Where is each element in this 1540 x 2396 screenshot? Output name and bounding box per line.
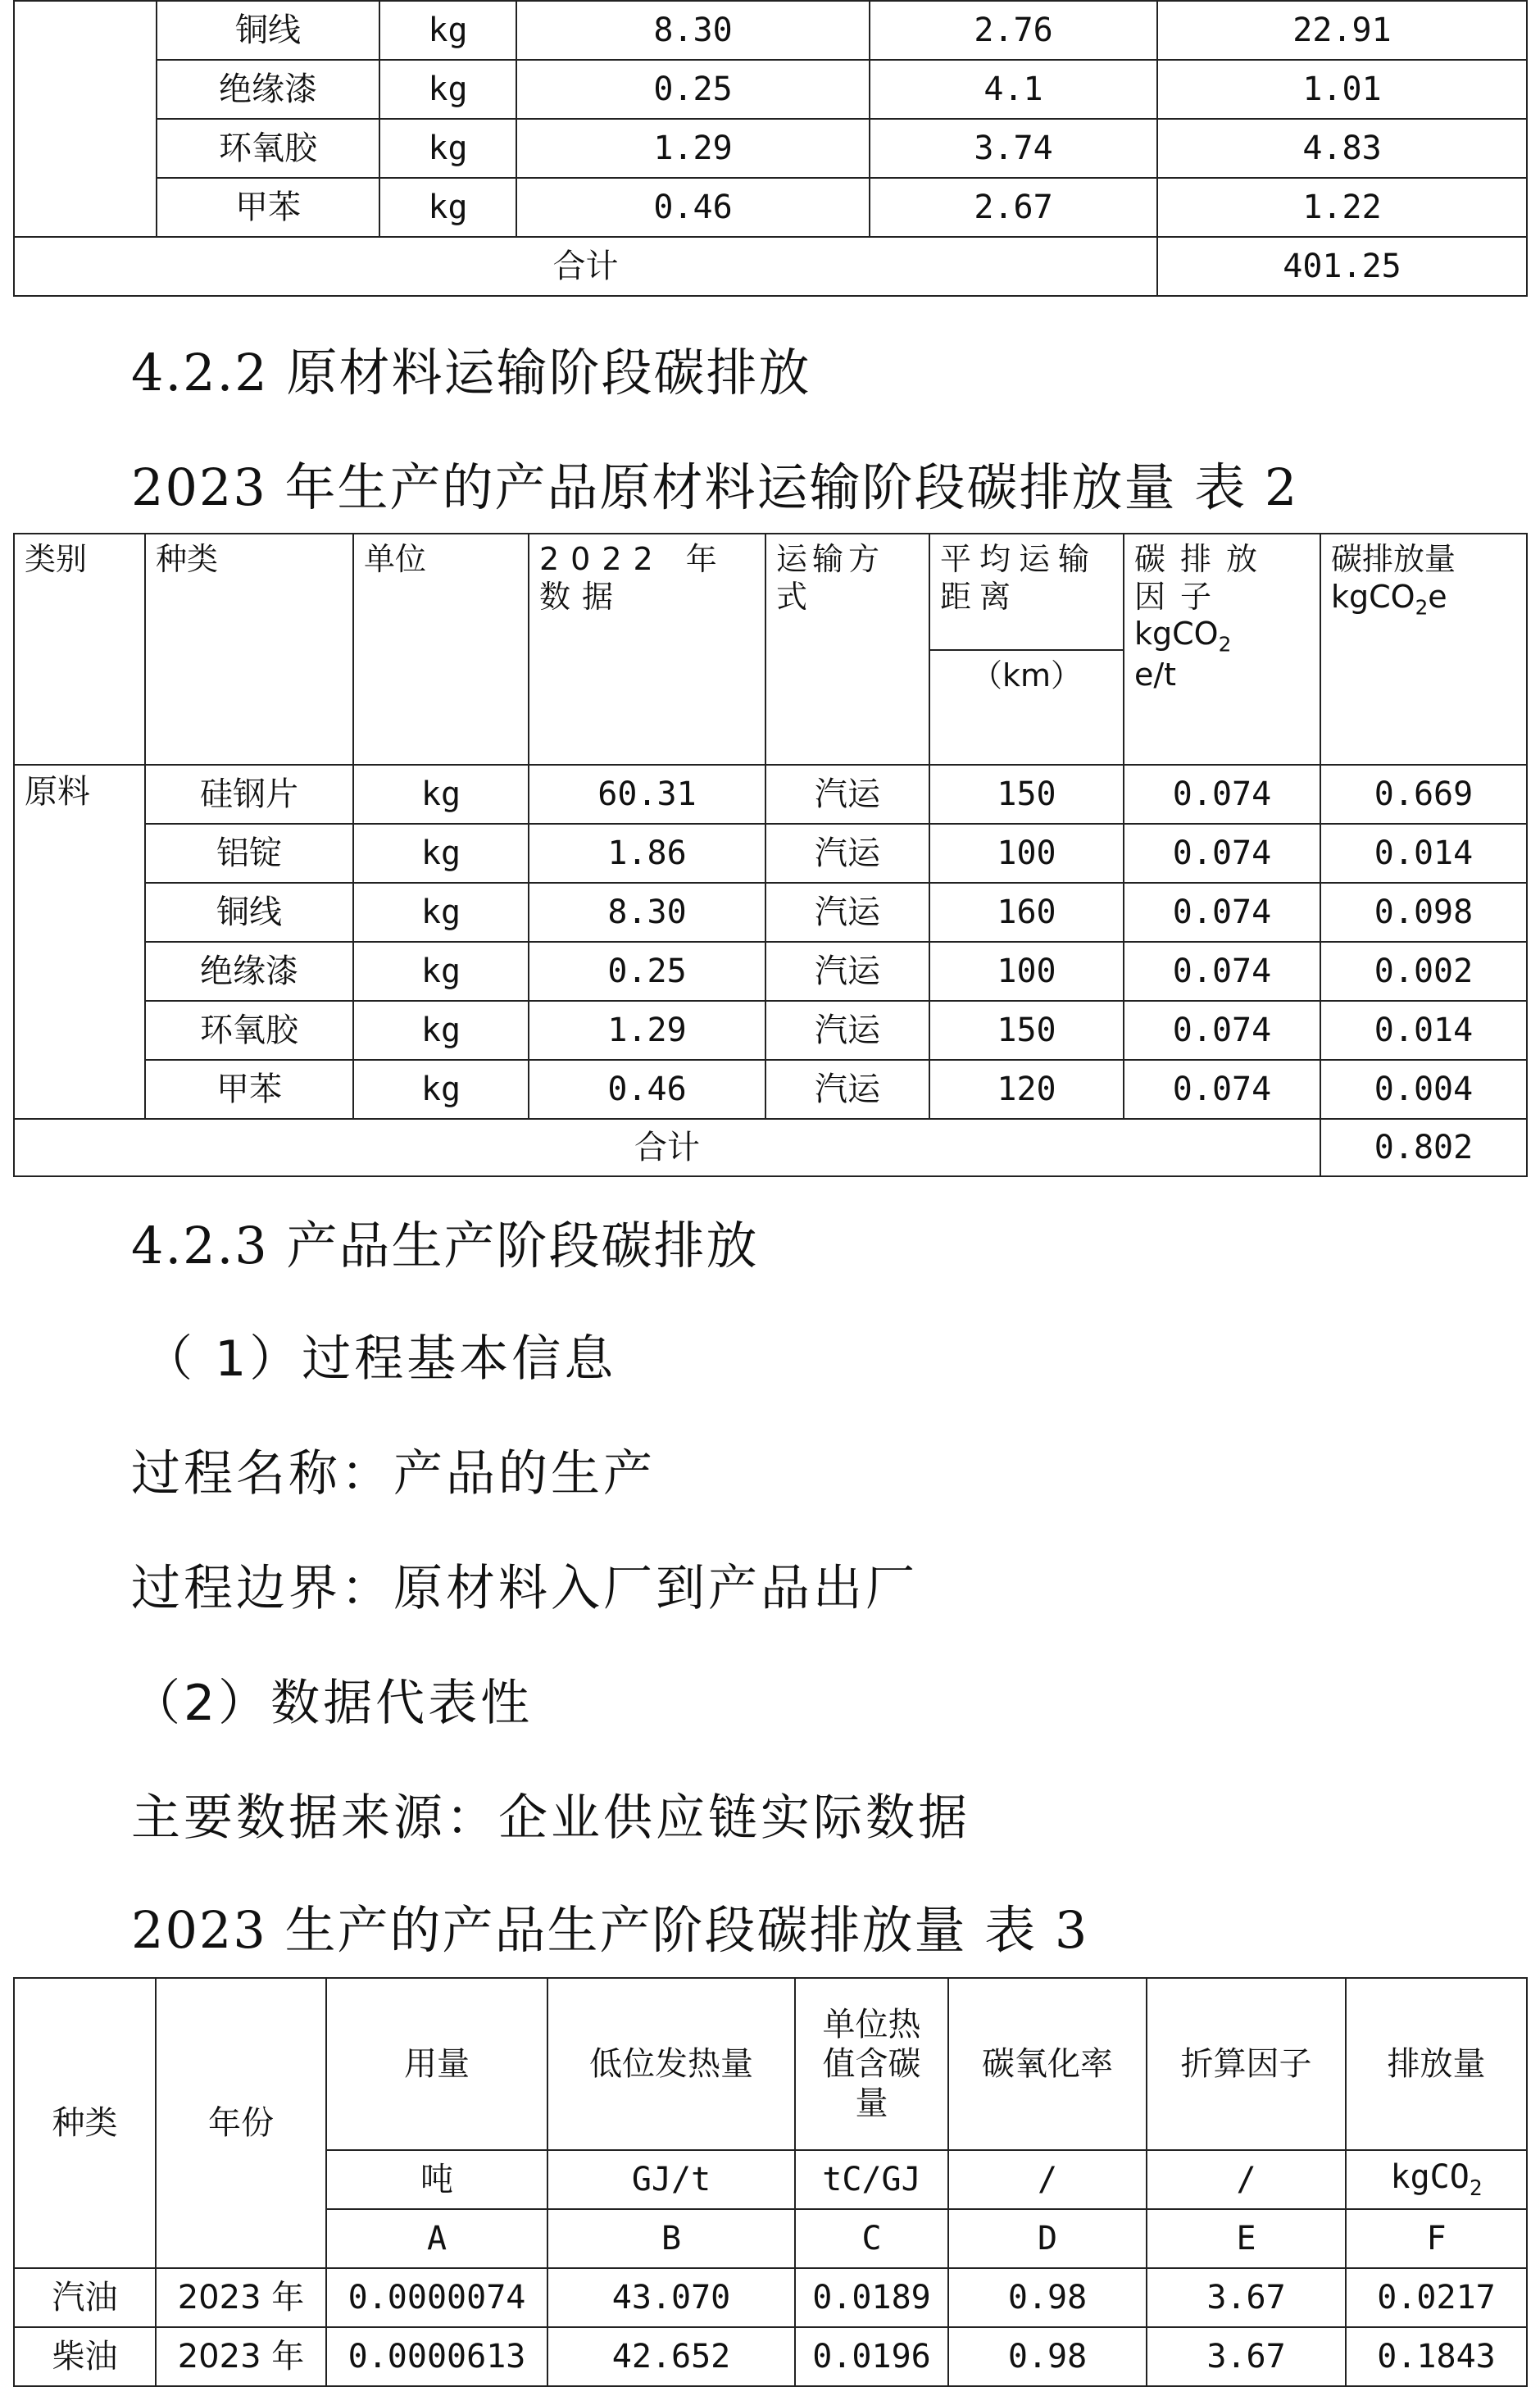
material-name: 绝缘漆 — [145, 942, 353, 1001]
unit-emission: kgCO$_2$ — [1346, 2150, 1527, 2209]
table-row — [14, 1001, 1527, 1060]
paragraph-process-boundary: 过程边界：原材料入厂到产品出厂 — [131, 1560, 918, 1617]
table2-title: 2023 年生产的产品原材料运输阶段碳排放量 表 2 — [131, 457, 1299, 517]
header-emission-label: 碳排放量 — [1331, 541, 1456, 577]
category-cell — [14, 1, 157, 237]
material-name: 铝锭 — [145, 824, 353, 883]
emission-cell: 0.004 — [1320, 1060, 1527, 1119]
amount-cell: 8.30 — [516, 1, 870, 60]
paragraph-process-name: 过程名称：产品的生产 — [131, 1445, 656, 1503]
table-header-row — [14, 534, 1527, 650]
factor-cell: 0.074 — [1124, 824, 1320, 883]
header-distance: 平均运输距离 — [929, 534, 1124, 650]
emission-cell: 0.1843 — [1346, 2327, 1527, 2386]
material-name: 甲苯 — [145, 1060, 353, 1119]
emission-cell: 0.0217 — [1346, 2268, 1527, 2327]
factor-cell: 2.76 — [870, 1, 1157, 60]
paragraph-process-info: （ 1）过程基本信息 — [143, 1330, 617, 1388]
header-emission-unit: kgCO — [1331, 578, 1415, 615]
unit-cell: kg — [379, 1, 516, 60]
unit-cell: kg — [379, 119, 516, 178]
letter-c: C — [795, 2209, 948, 2268]
header-emission: 碳排放量 kgCO$_2$e — [1320, 534, 1527, 765]
header-factor-label: 碳排放因子 — [1134, 541, 1273, 615]
table-row — [14, 1060, 1527, 1119]
amount-cell: 8.30 — [529, 883, 765, 942]
emission-cell: 1.01 — [1157, 60, 1527, 119]
header-factor-unit-suffix: e/t — [1134, 657, 1177, 693]
header-oxidation-rate: 碳氧化率 — [948, 1978, 1147, 2150]
unit-cell: kg — [353, 942, 529, 1001]
amount-cell: 1.86 — [529, 824, 765, 883]
oxidation-cell: 0.98 — [948, 2268, 1147, 2327]
oxidation-cell: 0.98 — [948, 2327, 1147, 2386]
header-type: 种类 — [14, 1978, 156, 2268]
emission-cell: 1.22 — [1157, 178, 1527, 237]
heat-cell: 42.652 — [547, 2327, 795, 2386]
table-row — [14, 765, 1527, 824]
letter-d: D — [948, 2209, 1147, 2268]
table-total-row — [14, 237, 1527, 296]
total-value: 0.802 — [1320, 1119, 1527, 1176]
header-factor — [1124, 534, 1320, 765]
amount-cell: 0.25 — [529, 942, 765, 1001]
unit-cell: kg — [353, 1060, 529, 1119]
factor-cell: 4.1 — [870, 60, 1157, 119]
letter-a: A — [326, 2209, 547, 2268]
unit-cell: kg — [379, 60, 516, 119]
table-header-row — [14, 1978, 1527, 2150]
conversion-cell: 3.67 — [1147, 2268, 1346, 2327]
heat-cell: 43.070 — [547, 2268, 795, 2327]
transport-mode: 汽运 — [765, 1060, 929, 1119]
unit-conversion: / — [1147, 2150, 1346, 2209]
material-name: 绝缘漆 — [157, 60, 379, 119]
unit-heat: GJ/t — [547, 2150, 795, 2209]
emission-cell: 0.002 — [1320, 942, 1527, 1001]
emission-cell: 0.098 — [1320, 883, 1527, 942]
table3-title: 2023 生产的产品生产阶段碳排放量 表 3 — [131, 1900, 1089, 1960]
header-emission: 排放量 — [1346, 1978, 1527, 2150]
fuel-name: 柴油 — [14, 2327, 156, 2386]
total-label: 合计 — [14, 1119, 1320, 1176]
table-row — [14, 824, 1527, 883]
header-unit: 单位 — [353, 534, 529, 765]
header-type: 种类 — [145, 534, 353, 765]
table-row — [14, 178, 1527, 237]
table-row — [14, 1, 1527, 60]
table-production-emissions — [13, 1977, 1528, 2387]
carbon-cell: 0.0189 — [795, 2268, 948, 2327]
year-cell: 2023 年 — [156, 2327, 326, 2386]
letter-b: B — [547, 2209, 795, 2268]
unit-cell: kg — [379, 178, 516, 237]
amount-cell: 1.29 — [516, 119, 870, 178]
header-data: 2022 年数据 — [529, 534, 765, 765]
distance-cell: 150 — [929, 1001, 1124, 1060]
letter-e: E — [1147, 2209, 1346, 2268]
factor-cell: 0.074 — [1124, 1001, 1320, 1060]
header-year: 年份 — [156, 1978, 326, 2268]
header-category: 类别 — [14, 534, 145, 765]
transport-mode: 汽运 — [765, 942, 929, 1001]
header-distance-unit: （km） — [929, 650, 1124, 765]
unit-carbon: tC/GJ — [795, 2150, 948, 2209]
factor-cell: 3.74 — [870, 119, 1157, 178]
emission-cell: 0.014 — [1320, 1001, 1527, 1060]
amount-cell: 60.31 — [529, 765, 765, 824]
unit-emission-text: kgCO — [1390, 2157, 1470, 2196]
transport-mode: 汽运 — [765, 765, 929, 824]
material-name: 甲苯 — [157, 178, 379, 237]
header-factor-unit-main: kgCO — [1134, 616, 1219, 652]
table-row — [14, 2268, 1527, 2327]
unit-cell: kg — [353, 824, 529, 883]
table-total-row — [14, 1119, 1527, 1176]
table-transport-emissions — [13, 533, 1528, 1177]
factor-cell: 0.074 — [1124, 765, 1320, 824]
transport-mode: 汽运 — [765, 824, 929, 883]
total-label: 合计 — [14, 237, 1157, 296]
material-name: 环氧胶 — [157, 119, 379, 178]
factor-cell: 0.074 — [1124, 883, 1320, 942]
unit-usage: 吨 — [326, 2150, 547, 2209]
letter-f: F — [1346, 2209, 1527, 2268]
unit-oxidation: / — [948, 2150, 1147, 2209]
unit-cell: kg — [353, 1001, 529, 1060]
emission-cell: 0.669 — [1320, 765, 1527, 824]
header-emission-unit-suffix: e — [1428, 578, 1447, 615]
header-factor-unit: kgCO$_2$ — [1134, 616, 1232, 657]
paragraph-data-source: 主要数据来源：企业供应链实际数据 — [131, 1789, 970, 1847]
emission-cell: 22.91 — [1157, 1, 1527, 60]
material-name: 铜线 — [145, 883, 353, 942]
year-cell: 2023 年 — [156, 2268, 326, 2327]
amount-cell: 0.25 — [516, 60, 870, 119]
transport-mode: 汽运 — [765, 883, 929, 942]
header-conversion-factor: 折算因子 — [1147, 1978, 1346, 2150]
table-row — [14, 2327, 1527, 2386]
category-cell: 原料 — [14, 765, 145, 1119]
header-transport: 运输方式 — [765, 534, 929, 765]
paragraph-data-representativeness: （2）数据代表性 — [131, 1675, 534, 1732]
section-heading-4-2-2: 4.2.2 原材料运输阶段碳排放 — [131, 343, 811, 402]
transport-mode: 汽运 — [765, 1001, 929, 1060]
distance-cell: 150 — [929, 765, 1124, 824]
amount-cell: 0.46 — [529, 1060, 765, 1119]
header-carbon-content: 单位热值含碳量 — [795, 1978, 948, 2150]
conversion-cell: 3.67 — [1147, 2327, 1346, 2386]
distance-cell: 160 — [929, 883, 1124, 942]
table-row — [14, 119, 1527, 178]
amount-cell: 0.46 — [516, 178, 870, 237]
section-heading-4-2-3: 4.2.3 产品生产阶段碳排放 — [131, 1216, 759, 1275]
material-name: 铜线 — [157, 1, 379, 60]
header-usage: 用量 — [326, 1978, 547, 2150]
emission-cell: 4.83 — [1157, 119, 1527, 178]
factor-cell: 0.074 — [1124, 942, 1320, 1001]
total-value: 401.25 — [1157, 237, 1527, 296]
factor-cell: 0.074 — [1124, 1060, 1320, 1119]
unit-cell: kg — [353, 883, 529, 942]
factor-cell: 2.67 — [870, 178, 1157, 237]
table-row — [14, 883, 1527, 942]
table-material-emissions-continued — [13, 0, 1528, 297]
distance-cell: 100 — [929, 824, 1124, 883]
unit-cell: kg — [353, 765, 529, 824]
distance-cell: 100 — [929, 942, 1124, 1001]
header-heat-value: 低位发热量 — [547, 1978, 795, 2150]
distance-cell: 120 — [929, 1060, 1124, 1119]
table-row — [14, 60, 1527, 119]
table-row — [14, 942, 1527, 1001]
carbon-cell: 0.0196 — [795, 2327, 948, 2386]
amount-cell: 1.29 — [529, 1001, 765, 1060]
material-name: 环氧胶 — [145, 1001, 353, 1060]
usage-cell: 0.0000074 — [326, 2268, 547, 2327]
fuel-name: 汽油 — [14, 2268, 156, 2327]
usage-cell: 0.0000613 — [326, 2327, 547, 2386]
emission-cell: 0.014 — [1320, 824, 1527, 883]
material-name: 硅钢片 — [145, 765, 353, 824]
